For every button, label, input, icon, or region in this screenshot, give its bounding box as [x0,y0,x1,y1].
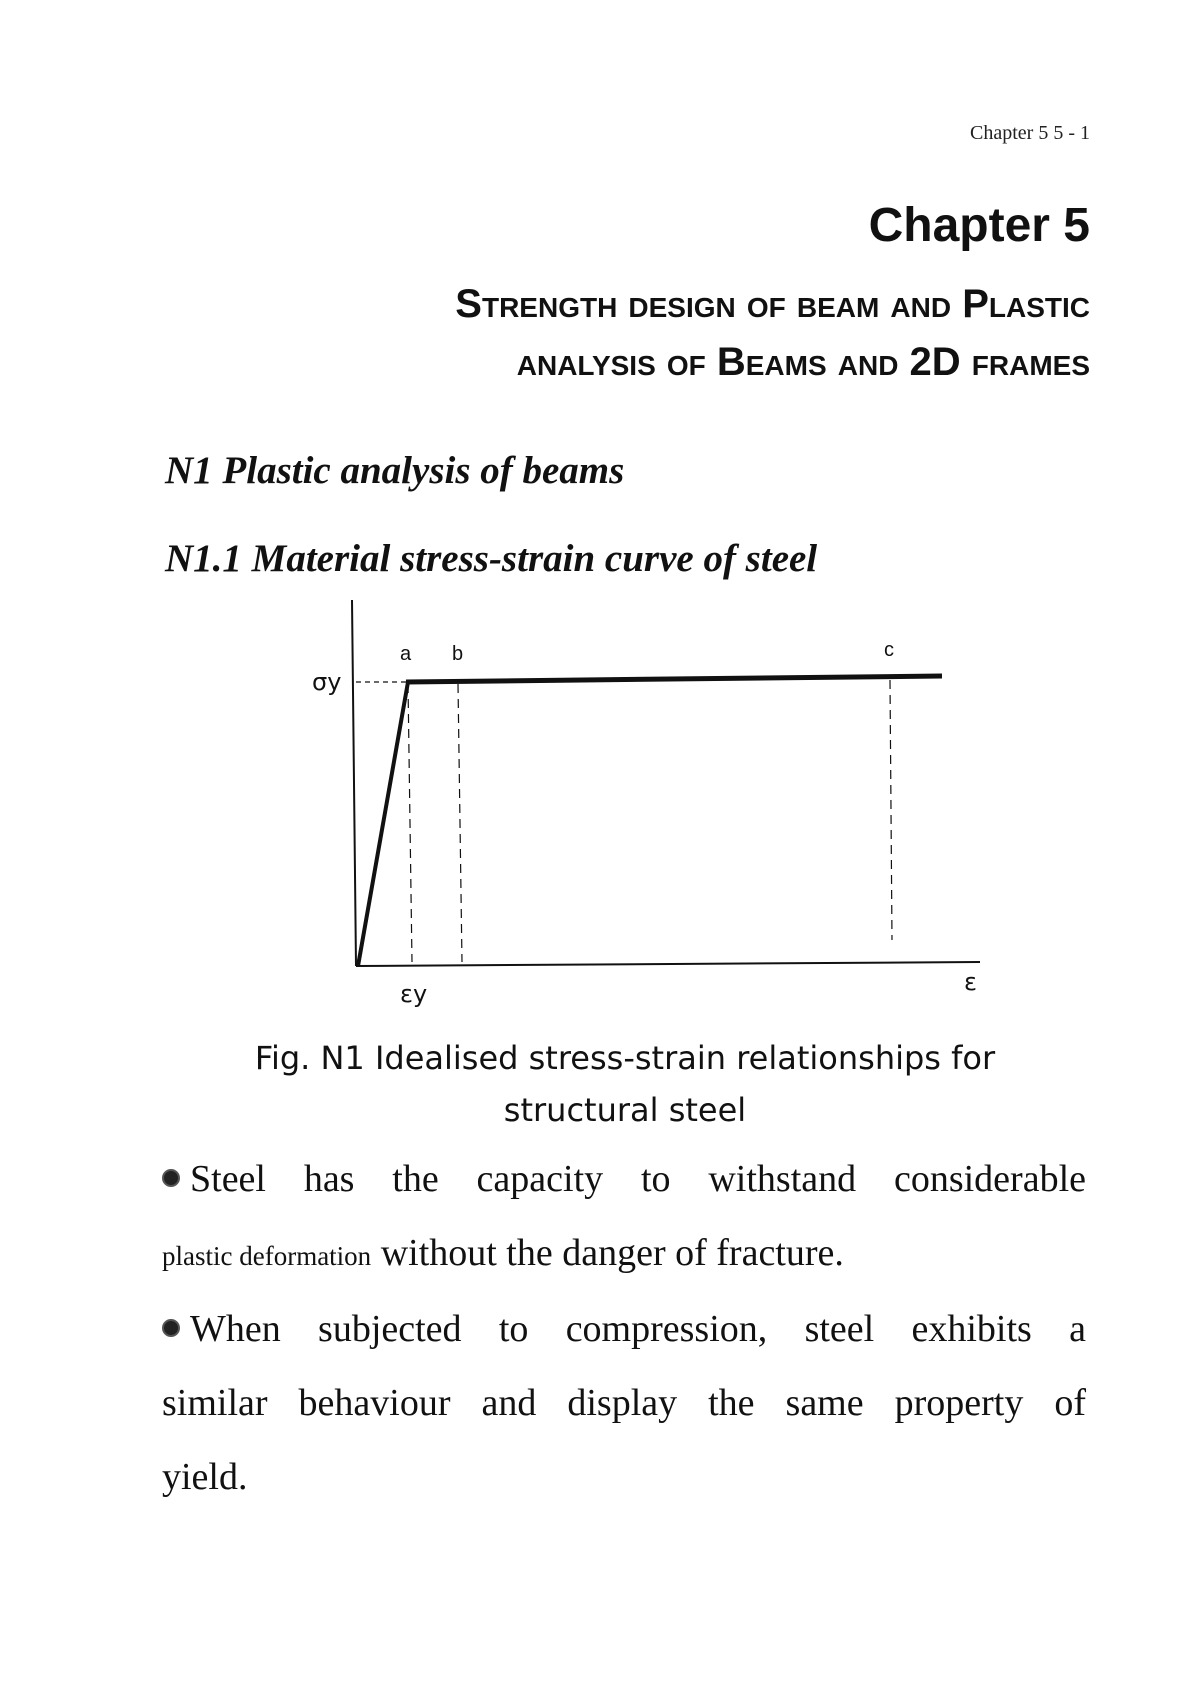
dashed-line-a [408,684,412,962]
plastic-plateau [406,676,942,682]
para2-line2: similar behaviour and display the same property of [162,1382,1086,1424]
label-sigma-y: σy [312,668,342,696]
label-c: c [884,639,894,661]
label-epsilon-y: εy [400,980,428,1008]
label-b: b [452,643,464,665]
para2-line1-wrap [162,1292,1086,1366]
label-epsilon: ε [964,968,977,996]
chapter-subtitle [190,275,1090,391]
chapter-subtitle-line1: Strength design of beam and Plastic [455,282,1090,326]
dashed-line-b [458,684,462,962]
chapter-title: Chapter 5 [868,199,1090,252]
bullet-icon [162,1319,180,1337]
stress-strain-diagram [300,600,1000,1020]
section-heading-n1-1: N1.1 Material stress-strain curve of steel [165,537,818,580]
stress-strain-figure [300,600,1000,1020]
figure-caption [150,1032,1100,1136]
para1-line1: Steel has the capacity to withstand considerable [190,1158,1086,1200]
para2-line3: yield. [162,1456,248,1498]
running-header: Chapter 5 5 - 1 [970,122,1090,144]
bullet-icon [162,1169,180,1187]
x-axis [356,962,980,966]
para1-line2-small: plastic deformation [162,1241,372,1271]
caption-line2: structural steel [503,1091,747,1129]
y-axis [352,600,356,966]
para1-line2-wrap [162,1216,1086,1293]
dashed-line-c [890,680,892,940]
para1-line1-wrap [162,1142,1086,1216]
chapter-subtitle-line2: analysis of Beams and 2D frames [516,340,1090,384]
elastic-line [358,682,408,966]
bullet-paragraph-1 [162,1142,1086,1293]
bullet-paragraph-2 [162,1292,1086,1514]
caption-line1: Fig. N1 Idealised stress-strain relationships for [254,1039,996,1077]
label-a: a [400,643,412,665]
para2-line1: When subjected to compression, steel exhibits a [190,1308,1086,1350]
para1-line2-rest: without the danger of fracture. [371,1232,844,1274]
section-heading-n1: N1 Plastic analysis of beams [165,449,625,492]
